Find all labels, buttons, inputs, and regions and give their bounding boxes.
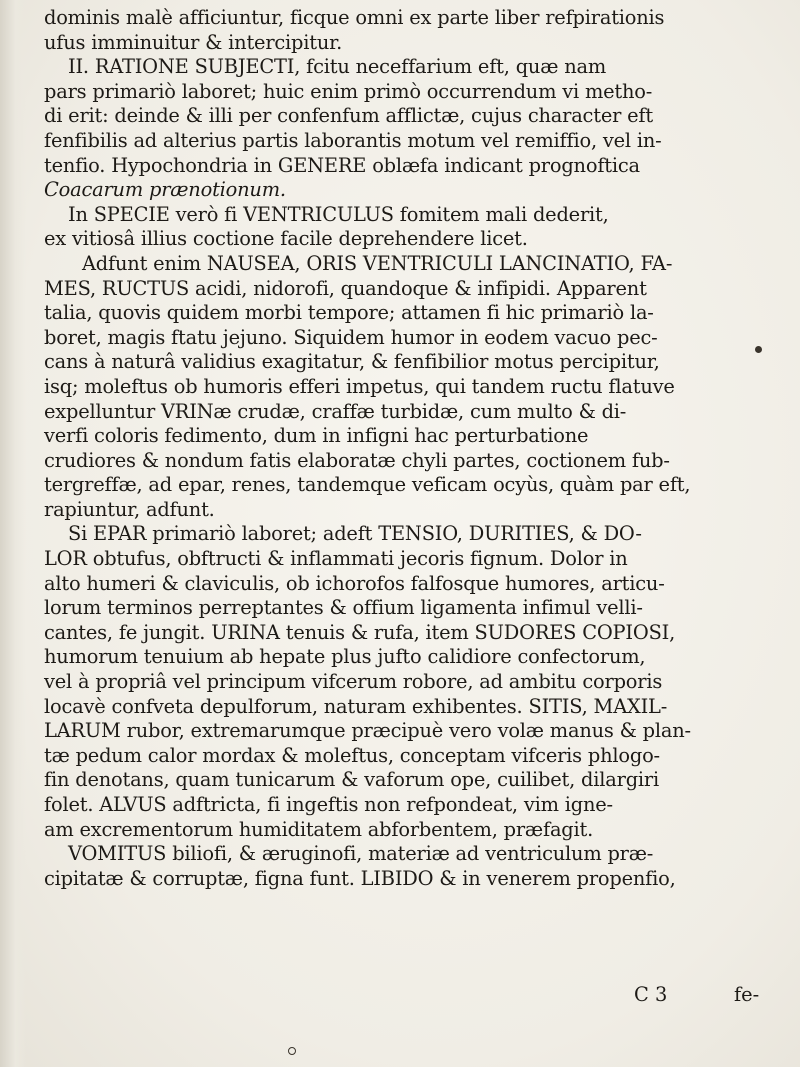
text-line: expelluntur VRINæ crudæ, craffæ turbidæ, cum multo & di-: [44, 399, 627, 423]
text-line: LOR obtufus, obftructi & inflammati jecoris fignum. Dolor in: [44, 547, 628, 571]
text-line: di erit: deinde & illi per confenfum afflictæ, cujus character eft: [44, 104, 653, 128]
text-line: alto humeri & claviculis, ob ichorofos falfosque humores, articu-: [44, 571, 665, 595]
text-line: talia, quovis quidem morbi tempore; attamen fi hic primariò la-: [44, 301, 654, 325]
body-text: [44, 6, 764, 891]
text-line: fenfibilis ad alterius partis laborantis motum vel remiffio, vel in-: [44, 128, 662, 152]
text-line: II. RATIONE SUBJECTI, fcitu neceffarium eft, quæ nam: [68, 55, 607, 79]
text-line: In SPECIE verò fi VENTRICULUS fomitem mali dederit,: [68, 202, 609, 226]
text-line: dominis malè afficiuntur, ficque omni ex parte liber refpirationis: [44, 6, 665, 29]
catchword: fe-: [734, 983, 760, 1006]
text-line: Adfunt enim NAUSEA, ORIS VENTRICULI LANCINATIO, FA-: [82, 251, 673, 275]
text-line: verfi coloris fedimento, dum in infigni hac perturbatione: [44, 424, 589, 448]
text-line: tenfio. Hypochondria in GENERE oblæfa indicant prognoftica: [44, 153, 640, 177]
text-line: am excrementorum humiditatem abforbentem, præfagit.: [44, 817, 594, 841]
text-line: VOMITUS biliofi, & æruginofi, materiæ ad ventriculum præ-: [68, 842, 654, 866]
page-footer: [0, 983, 800, 1009]
text-line: cantes, fe jungit. URINA tenuis & rufa, item SUDORES COPIOSI,: [44, 620, 676, 644]
text-line: boret, magis ftatu jejuno. Siquidem humor in eodem vacuo pec-: [44, 325, 658, 349]
text-line: locavè confveta depulforum, naturam exhibentes. SITIS, MAXIL-: [44, 694, 668, 718]
text-line: Si EPAR primariò laboret; adeft TENSIO, DURITIES, & DO-: [68, 522, 642, 546]
text-line: cans à naturâ validius exagitatur, & fenfibilior motus percipitur,: [44, 350, 660, 374]
text-line: Coacarum prænotionum.: [44, 178, 286, 202]
text-line: tergreffæ, ad epar, renes, tandemque veficam ocyùs, quàm par eft,: [44, 473, 691, 497]
text-line: MES, RUCTUS acidi, nidorofi, quandoque & infipidi. Apparent: [44, 276, 647, 300]
text-line: tæ pedum calor mordax & moleftus, conceptam vifceris phlogo-: [44, 743, 660, 767]
text-line: cipitatæ & corruptæ, figna funt. LIBIDO & in venerem propenfio,: [44, 866, 676, 890]
text-line: crudiores & nondum fatis elaboratæ chyli partes, coctionem fub-: [44, 448, 670, 472]
ink-speck: [288, 1047, 296, 1055]
page-gutter-shadow: [0, 0, 26, 1067]
text-line: LARUM rubor, extremarumque præcipuè vero volæ manus & plan-: [44, 719, 691, 743]
text-line: ufus imminuitur & intercipitur.: [44, 30, 343, 54]
text-line: fin denotans, quam tunicarum & vaforum ope, cuilibet, dilargiri: [44, 768, 659, 792]
text-line: rapiuntur, adfunt.: [44, 497, 215, 521]
text-line: vel à propriâ vel principum vifcerum robore, ad ambitu corporis: [44, 670, 663, 694]
text-line: ex vitiosâ illius coctione facile deprehendere licet.: [44, 227, 528, 251]
text-line: humorum tenuium ab hepate plus jufto calidiore confectorum,: [44, 645, 646, 669]
ink-speck: [755, 346, 762, 353]
text-line: folet. ALVUS adftricta, fi ingeftis non refpondeat, vim igne-: [44, 793, 613, 816]
text-line: isq; moleftus ob humoris efferi impetus, qui tandem ructu flatuve: [44, 374, 675, 398]
text-line: pars primariò laboret; huic enim primò occurrendum vi metho-: [44, 79, 653, 103]
signature-mark: C 3: [634, 983, 668, 1006]
text-line: lorum terminos perreptantes & offium ligamenta infimul velli-: [44, 596, 643, 620]
